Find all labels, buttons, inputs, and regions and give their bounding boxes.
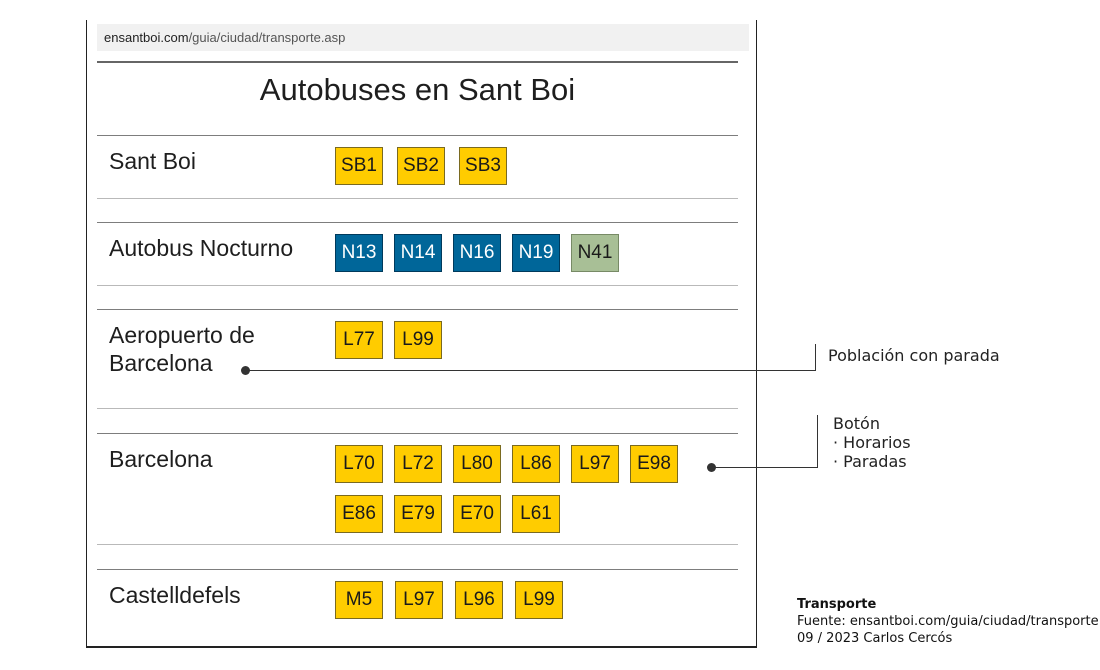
credit-block xyxy=(797,596,1099,647)
url-host: ensantboi.com xyxy=(104,30,189,45)
bus-button-e98[interactable]: E98 xyxy=(630,445,678,483)
bus-button-l97[interactable]: L97 xyxy=(395,581,443,619)
credit-title: Transporte xyxy=(797,597,877,612)
annotation-button-horarios: · Horarios xyxy=(833,433,911,452)
address-bar[interactable] xyxy=(97,24,749,51)
bus-button-l97[interactable]: L97 xyxy=(571,445,619,483)
bus-button-l77[interactable]: L77 xyxy=(335,321,383,359)
bus-button-sb2[interactable]: SB2 xyxy=(397,147,445,185)
callout-line-population xyxy=(246,370,816,371)
callout-line-button-vertical xyxy=(817,415,818,468)
credit-date-author: 09 / 2023 Carlos Cercós xyxy=(797,631,953,646)
bus-button-l99[interactable]: L99 xyxy=(394,321,442,359)
bus-button-sb3[interactable]: SB3 xyxy=(459,147,507,185)
bus-button-l86[interactable]: L86 xyxy=(512,445,560,483)
bus-button-n41[interactable]: N41 xyxy=(571,234,619,272)
bus-button-e79[interactable]: E79 xyxy=(394,495,442,533)
bus-button-l70[interactable]: L70 xyxy=(335,445,383,483)
section-label: Sant Boi xyxy=(109,148,196,174)
title-divider xyxy=(97,61,738,63)
bus-button-l72[interactable]: L72 xyxy=(394,445,442,483)
section-label: Castelldefels xyxy=(109,582,241,608)
browser-window xyxy=(86,20,757,648)
section-autobus-nocturno xyxy=(97,222,738,286)
section-castelldefels xyxy=(97,569,738,624)
bus-button-l96[interactable]: L96 xyxy=(455,581,503,619)
section-label: Aeropuerto de Barcelona xyxy=(109,322,255,376)
callout-line-population-vertical xyxy=(815,344,816,371)
section-label: Barcelona xyxy=(109,446,213,472)
annotation-button-paradas: · Paradas xyxy=(833,452,907,471)
bus-button-n16[interactable]: N16 xyxy=(453,234,501,272)
bus-button-m5[interactable]: M5 xyxy=(335,581,383,619)
section-sant-boi xyxy=(97,135,738,199)
bus-button-n19[interactable]: N19 xyxy=(512,234,560,272)
bus-button-n13[interactable]: N13 xyxy=(335,234,383,272)
url-path: /guia/ciudad/transporte.asp xyxy=(188,30,346,45)
bus-button-l99[interactable]: L99 xyxy=(515,581,563,619)
bus-button-sb1[interactable]: SB1 xyxy=(335,147,383,185)
callout-line-button xyxy=(712,467,818,468)
credit-source: Fuente: ensantboi.com/guia/ciudad/transporte xyxy=(797,614,1099,629)
bus-button-e86[interactable]: E86 xyxy=(335,495,383,533)
section-label: Autobus Nocturno xyxy=(109,235,294,261)
bus-button-l61[interactable]: L61 xyxy=(512,495,560,533)
page-title: Autobuses en Sant Boi xyxy=(259,72,576,107)
bus-button-n14[interactable]: N14 xyxy=(394,234,442,272)
annotation-button-title: Botón xyxy=(833,414,880,433)
annotation-button xyxy=(833,414,911,471)
section-barcelona xyxy=(97,433,738,545)
annotation-population: Población con parada xyxy=(828,346,1000,365)
bus-button-e70[interactable]: E70 xyxy=(453,495,501,533)
bus-button-l80[interactable]: L80 xyxy=(453,445,501,483)
section-aeropuerto xyxy=(97,309,738,409)
